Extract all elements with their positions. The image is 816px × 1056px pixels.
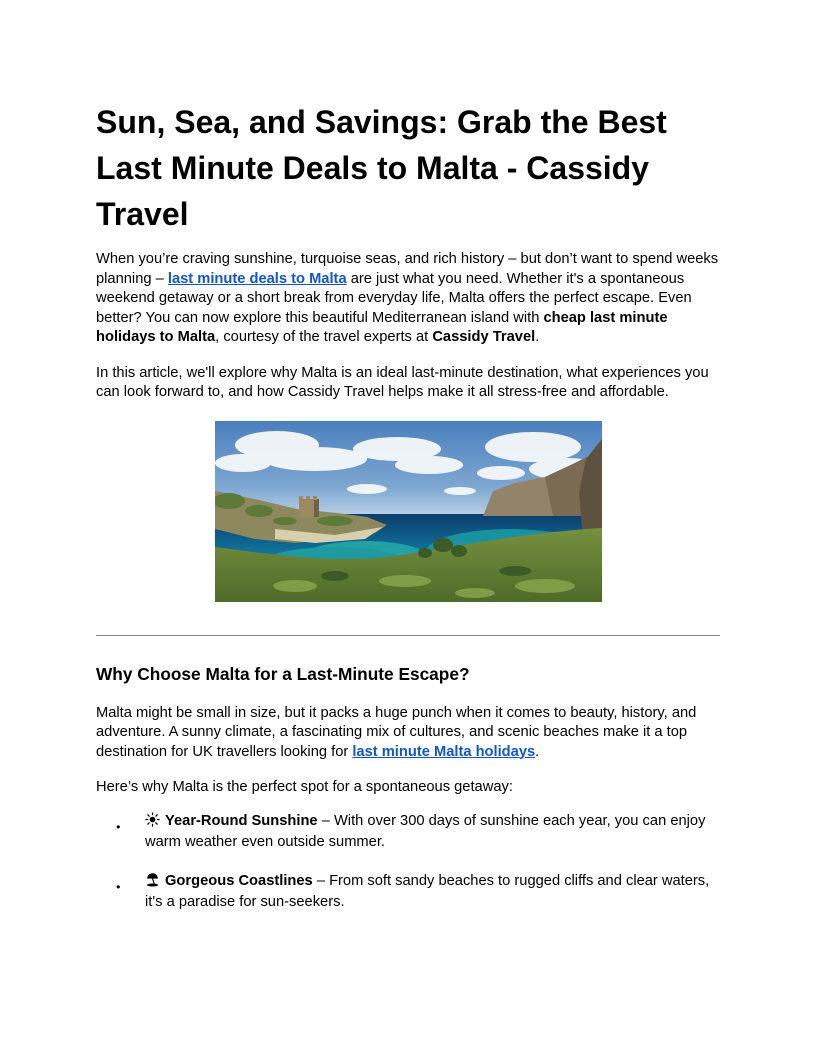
bold-cassidy-travel: Cassidy Travel [432,329,536,345]
article-title: Sun, Sea, and Savings: Grab the Best Last Minute Deals to Malta - Cassidy Travel [96,104,667,232]
malta-coastline-photo [96,421,720,602]
benefit-label: Gorgeous Coastlines [165,872,313,889]
benefit-text: – With over 300 days of sunshine each year, you can enjoy warm weather even outside summer. [145,812,706,850]
intro-text: are just what you need. Whether it's a spontaneous weekend getaway or a short break from everyday life, Malta offers the perfect escape. Even better? You can now explore this beautiful Mediterranean island with [96,270,692,326]
paragraph-why-malta [96,704,720,763]
paragraph-intro-2: In this article, we'll explore why Malta is an ideal last-minute destination, what experiences you can look forward to, and how Cassidy Travel helps make it all stress-free and affordable. [96,364,709,400]
benefits-list [96,812,720,913]
benefit-label: Year-Round Sunshine [165,812,318,829]
link-last-minute-malta-holidays[interactable]: last minute Malta holidays [352,743,536,760]
link-last-minute-deals-to-malta[interactable]: last minute deals to Malta [167,270,347,287]
paragraph-lead-in: Here’s why Malta is the perfect spot for a spontaneous getaway: [96,779,513,795]
section-heading: Why Choose Malta for a Last-Minute Escape? [96,663,470,684]
benefit-text: – From soft sandy beaches to rugged cliffs and clear waters, it's a paradise for sun-seekers. [145,872,710,910]
bold-cheap-last-minute-holidays: cheap last minute holidays to Malta [96,309,668,345]
list-item-gorgeous-coastlines [96,872,720,913]
intro-text: . [535,329,540,345]
intro-text: , courtesy of the travel experts at [215,329,433,345]
section-divider [96,635,720,636]
why-malta-text: . [535,743,540,760]
paragraph-intro [96,250,720,348]
beach-umbrella-icon [145,872,160,894]
intro-text: When you’re craving sunshine, turquoise seas, and rich history – but don’t want to spend weeks planning – [96,251,719,287]
malta-coastline-illustration [215,421,602,602]
sun-icon [145,812,160,834]
list-item-year-round-sunshine [96,812,720,853]
why-malta-text: Malta might be small in size, but it packs a huge punch when it comes to beauty, history, and adventure. A sunny climate, a fascinating mix of cultures, and scenic beaches make it a top destination for UK travellers looking for [96,704,697,760]
